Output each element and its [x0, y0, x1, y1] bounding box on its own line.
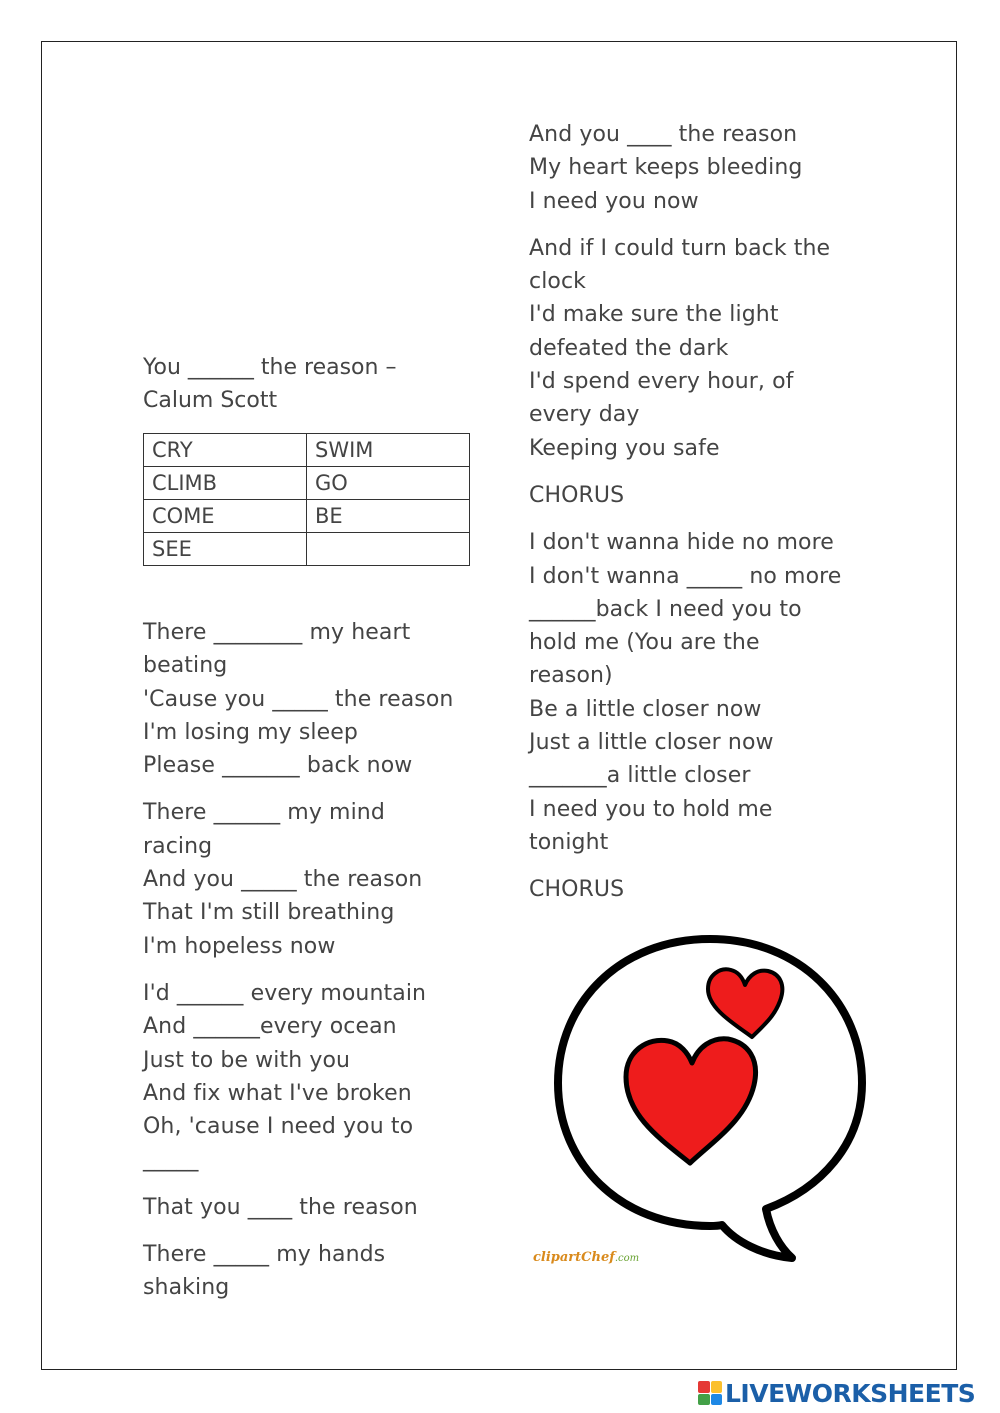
- word-bank-row: [144, 533, 470, 566]
- lyric-line: I'm losing my sleep: [143, 719, 358, 745]
- title-line-2: Calum Scott: [143, 388, 278, 413]
- chorus-label: CHORUS: [529, 482, 625, 508]
- lyric-line: _______a little closer: [529, 763, 751, 789]
- brand-name: LIVEWORKSHEETS: [725, 1378, 976, 1408]
- lyric-stanza: [529, 232, 889, 465]
- lyric-stanza: [529, 873, 889, 906]
- lyric-stanza: [143, 1191, 483, 1224]
- lyric-line: 'Cause you _____ the reason: [143, 686, 454, 712]
- title-line-1: You ______ the reason –: [143, 355, 397, 380]
- lyric-line: ______back I need you to: [529, 596, 802, 622]
- word-bank-cell: [307, 533, 470, 566]
- liveworksheets-brand[interactable]: [698, 1378, 975, 1408]
- lyric-line: And you ____ the reason: [529, 122, 798, 147]
- lyric-line: There ______ my mind: [143, 800, 385, 826]
- word-bank-cell: GO: [307, 467, 470, 500]
- lyric-stanza: [529, 118, 889, 218]
- lyric-stanza: [529, 479, 889, 512]
- lyric-line: tonight: [529, 829, 609, 855]
- lyric-stanza: [143, 977, 483, 1177]
- left-column: [143, 351, 483, 1319]
- hearts-speech-bubble-icon: [540, 925, 880, 1270]
- lyric-line: I'm hopeless now: [143, 933, 336, 959]
- lyric-line: That I'm still breathing: [143, 900, 395, 926]
- lyric-line: Keeping you safe: [529, 435, 720, 461]
- clipart-credit-name: clipartChef: [533, 1250, 615, 1265]
- lyric-line: There _____ my hands: [143, 1242, 386, 1268]
- lyric-line: I'd make sure the light: [529, 302, 779, 328]
- word-bank-row: [144, 500, 470, 533]
- word-bank-row: [144, 434, 470, 467]
- left-lyrics: [143, 616, 483, 1305]
- clipart-credit-suffix: .com: [614, 1253, 640, 1264]
- lyric-line: I need you now: [529, 188, 699, 214]
- lyric-line: hold me (You are the: [529, 630, 760, 656]
- lyric-line: Please _______ back now: [143, 753, 413, 779]
- lyric-stanza: [143, 616, 483, 782]
- clipart-credit: [533, 1250, 639, 1265]
- lyric-line: reason): [529, 663, 613, 689]
- right-column: [529, 118, 889, 921]
- lyric-line: Be a little closer now: [529, 696, 762, 722]
- lyric-line: I need you to hold me: [529, 796, 773, 822]
- word-bank-cell: BE: [307, 500, 470, 533]
- lyric-line: And ______every ocean: [143, 1014, 397, 1040]
- lyric-line: My heart keeps bleeding: [529, 155, 803, 181]
- word-bank-cell: SEE: [144, 533, 307, 566]
- lyric-line: _____: [143, 1147, 199, 1173]
- word-bank-cell: SWIM: [307, 434, 470, 467]
- lyric-line: I'd ______ every mountain: [143, 980, 427, 1006]
- lyric-stanza: [529, 526, 889, 859]
- lyric-line: Just to be with you: [143, 1047, 351, 1073]
- word-bank-row: [144, 467, 470, 500]
- lyric-line: And fix what I've broken: [143, 1080, 412, 1106]
- liveworksheets-logo-icon: [698, 1381, 722, 1405]
- lyric-line: I'd spend every hour, of: [529, 369, 794, 395]
- lyric-line: shaking: [143, 1275, 230, 1301]
- lyric-line: And if I could turn back the: [529, 235, 831, 261]
- lyric-line: beating: [143, 653, 228, 679]
- lyric-line: Oh, 'cause I need you to: [143, 1114, 414, 1140]
- lyric-line: I don't wanna _____ no more: [529, 563, 842, 589]
- lyric-line: racing: [143, 833, 213, 859]
- word-bank-table: [143, 433, 470, 566]
- lyric-line: defeated the dark: [529, 335, 729, 361]
- lyric-line: There ________ my heart: [143, 620, 411, 645]
- word-bank-cell: COME: [144, 500, 307, 533]
- word-bank-cell: CRY: [144, 434, 307, 467]
- lyric-stanza: [143, 1238, 483, 1305]
- lyric-stanza: [143, 796, 483, 962]
- word-bank-cell: CLIMB: [144, 467, 307, 500]
- chorus-label: CHORUS: [529, 877, 625, 903]
- lyric-line: And you _____ the reason: [143, 867, 423, 893]
- lyric-line: I don't wanna hide no more: [529, 530, 834, 556]
- worksheet-title: [143, 351, 483, 417]
- lyric-line: That you ____ the reason: [143, 1194, 418, 1220]
- lyric-line: Just a little closer now: [529, 730, 774, 756]
- lyric-line: every day: [529, 402, 640, 428]
- lyric-line: clock: [529, 269, 587, 295]
